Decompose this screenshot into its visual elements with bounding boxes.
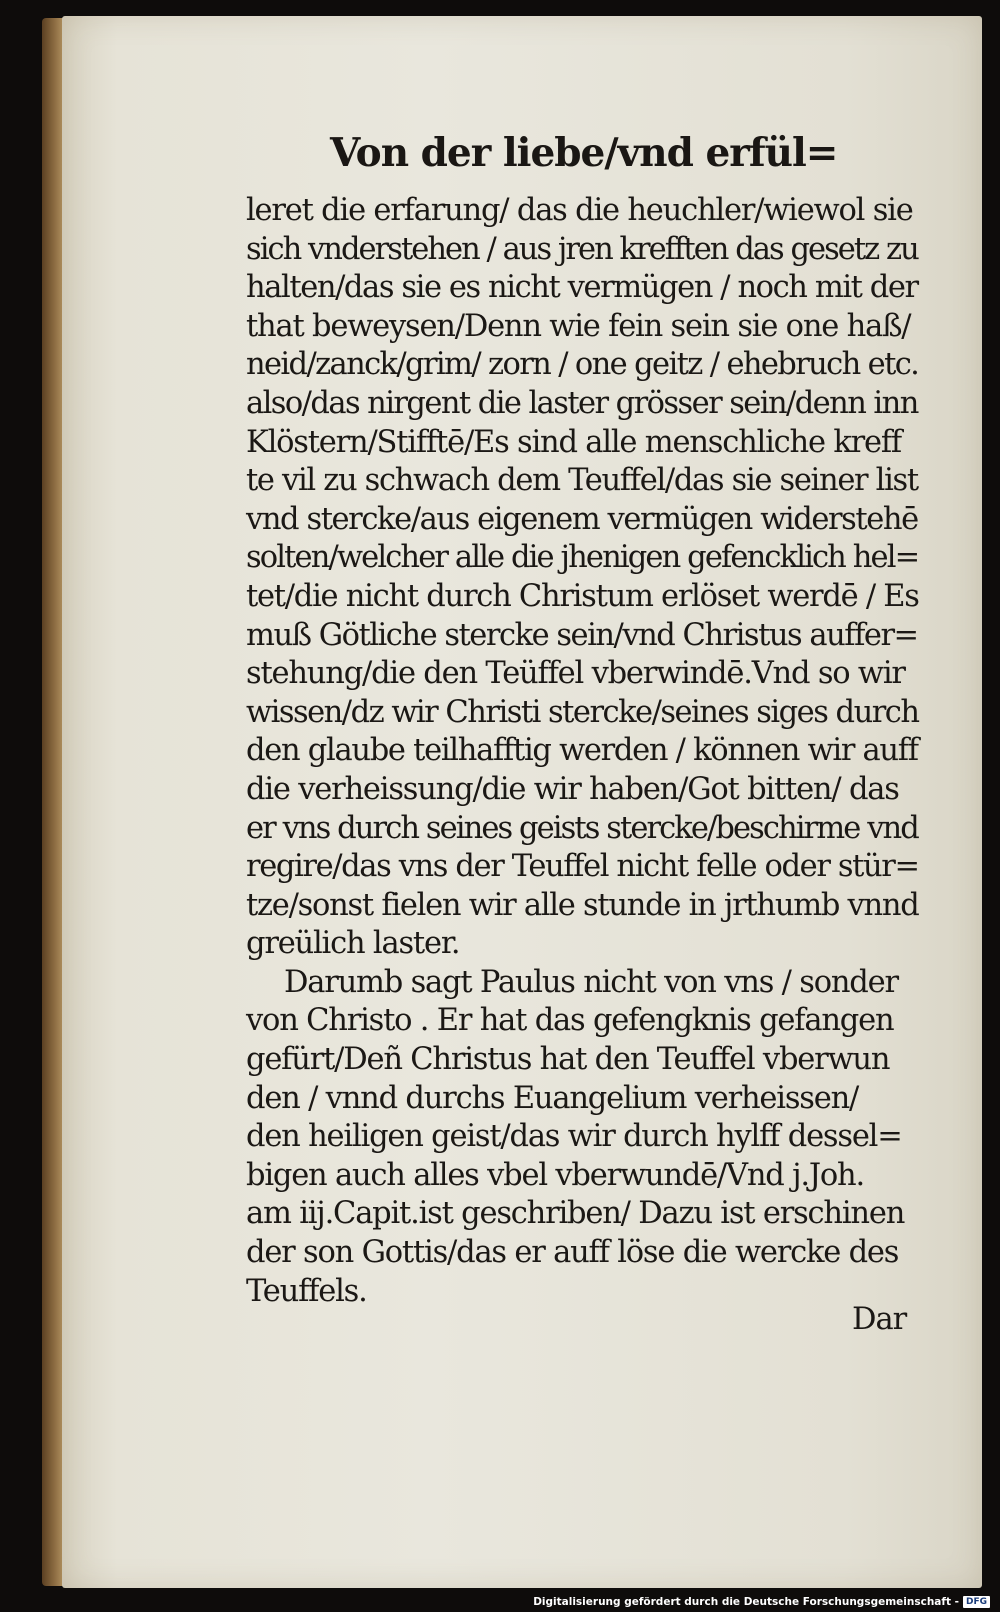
text-line: neid/zanck/grim/ zorn / one geitz / ehebruch etc. bbox=[246, 347, 919, 383]
text-line: er vns durch seines geists stercke/beschirme vnd bbox=[246, 810, 918, 846]
text-line: halten/das sie es nicht vermügen / noch mit der bbox=[246, 270, 918, 306]
text-line: Klöstern/Stifftē/Es sind alle menschliche kreff bbox=[246, 424, 902, 460]
digitization-credit bbox=[533, 1594, 990, 1610]
text-line: vnd stercke/aus eigenem vermügen widerstehē bbox=[246, 501, 918, 537]
text-line: den heiligen geist/das wir durch hylff dessel= bbox=[246, 1119, 902, 1155]
text-line: regire/das vns der Teuffel nicht felle oder stür= bbox=[246, 849, 919, 885]
text-line: Teuffels. bbox=[246, 1273, 367, 1309]
text-line: Darumb sagt Paulus nicht von vns / sonder bbox=[284, 964, 898, 1000]
text-line: tet/die nicht durch Christum erlöset werdē / Es bbox=[246, 578, 919, 614]
text-line: den glaube teilhafftig werden / können wir auff bbox=[246, 733, 918, 769]
text-line: also/das nirgent die laster grösser sein/denn inn bbox=[246, 385, 918, 421]
text-line: gefürt/Deñ Christus hat den Teuffel vberwun bbox=[246, 1042, 890, 1078]
text-line: den / vnnd durchs Euangelium verheissen/ bbox=[246, 1080, 859, 1116]
body-text bbox=[246, 192, 926, 1311]
text-line: tze/sonst fielen wir alle stunde in jrthumb vnnd bbox=[246, 887, 919, 923]
text-line: solten/welcher alle die jhenigen gefencklich hel= bbox=[246, 540, 919, 576]
text-line: bigen auch alles vbel vberwundē/Vnd j.Joh. bbox=[246, 1157, 864, 1193]
text-line: leret die erfarung/ das die heuchler/wiewol sie bbox=[246, 193, 913, 228]
text-line: that beweysen/Denn wie fein sein sie one haß/ bbox=[246, 308, 911, 344]
text-line: te vil zu schwach dem Teuffel/das sie seiner list bbox=[246, 463, 918, 499]
text-line: die verheissung/die wir haben/Got bitten/ das bbox=[246, 771, 899, 807]
text-line: greülich laster. bbox=[246, 926, 460, 962]
credit-text: Digitalisierung gefördert durch die Deutsche Forschungsgemeinschaft - bbox=[533, 1596, 959, 1608]
text-line: muß Götliche stercke sein/vnd Christus auffer= bbox=[246, 617, 918, 653]
text-line: wissen/dz wir Christi stercke/seines siges durch bbox=[246, 694, 919, 730]
dfg-logo: DFG bbox=[963, 1596, 990, 1608]
running-head: Von der liebe/vnd erfül= bbox=[330, 130, 838, 176]
text-line: am iij.Capit.ist geschriben/ Dazu ist erschinen bbox=[246, 1196, 905, 1232]
catchword: Dar bbox=[852, 1302, 907, 1337]
text-line: stehung/die den Teüffel vberwindē.Vnd so wir bbox=[246, 656, 905, 692]
text-line: von Christo . Er hat das gefengknis gefangen bbox=[246, 1003, 894, 1039]
text-line: der son Gottis/das er auff löse die wercke des bbox=[246, 1235, 899, 1271]
text-line: sich vnderstehen / aus jren krefften das gesetz zu bbox=[246, 231, 918, 267]
